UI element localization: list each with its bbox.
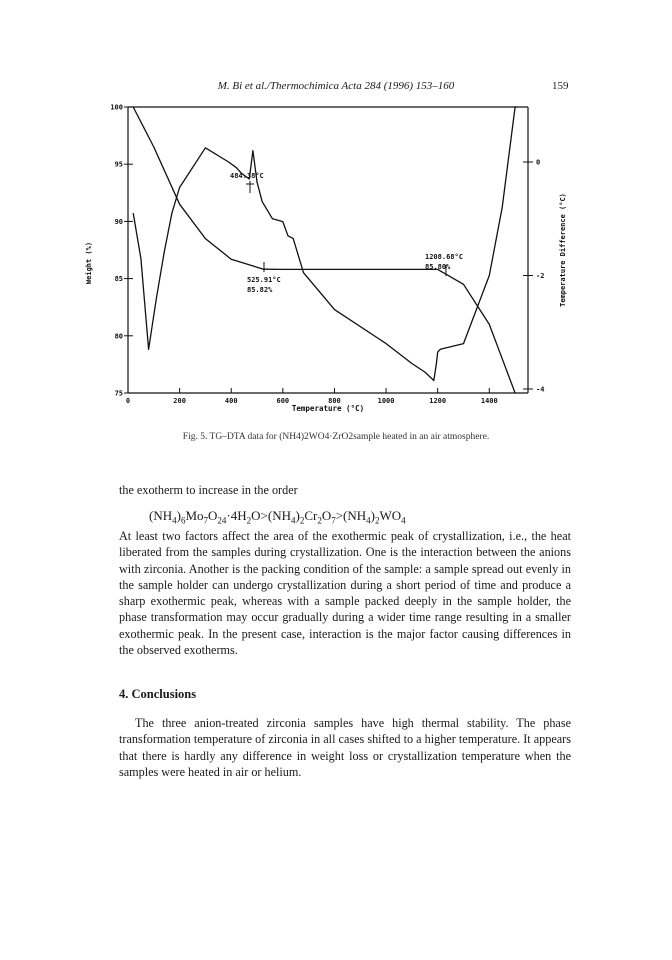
y2-tick-label-2: -4 bbox=[536, 385, 545, 394]
running-title: M. Bi et al./Thermochimica Acta 284 (1996) 153–160 bbox=[217, 80, 455, 92]
tg-curve bbox=[133, 107, 515, 393]
x-tick-label-0: 200 bbox=[173, 397, 186, 405]
annotation-high-temp: 1208.68°C bbox=[425, 253, 463, 261]
order-formula bbox=[149, 508, 406, 526]
formula-w: $(NH_4)_2WO_4$ bbox=[343, 508, 406, 526]
y-tick-label-5: 75 bbox=[114, 389, 123, 398]
formula-sep-1: > bbox=[260, 508, 268, 523]
x-tick-label-6: 1400 bbox=[480, 397, 498, 405]
y-tick-label-2: 90 bbox=[114, 217, 123, 226]
section-heading: 4. Conclusions bbox=[119, 687, 197, 701]
plot-frame bbox=[128, 107, 528, 393]
formula-cr: $(NH_4)_2Cr_2O_7$ bbox=[267, 508, 336, 526]
y-tick-label-0: 100 bbox=[110, 103, 123, 112]
y2-tick-label-0: 0 bbox=[536, 158, 541, 167]
tick-labels bbox=[110, 104, 544, 406]
y-tick-label-3: 85 bbox=[114, 275, 123, 284]
annotation-peak-label: 484.38°C bbox=[230, 172, 264, 180]
figure-caption: Fig. 5. TG–DTA data for (NH4)2WO4·ZrO2sample heated in an air atmosphere. bbox=[182, 432, 490, 442]
annotation-tg-temp: 525.91°C bbox=[247, 276, 281, 284]
body-intro-line: the exotherm to increase in the order bbox=[119, 483, 298, 497]
formula-mo: $(NH_4)_6Mo_7O_{24}\cdot 4H_2O$ bbox=[149, 508, 261, 526]
tg-dta-chart bbox=[0, 90, 672, 422]
x-tick-label-5: 1200 bbox=[429, 397, 447, 405]
x-tick-label-0-edge: 0 bbox=[125, 397, 131, 405]
x-tick-label-3: 800 bbox=[328, 397, 341, 405]
tick-marks bbox=[124, 107, 533, 393]
y2-tick-label-1: -2 bbox=[536, 272, 545, 280]
y2-axis-label: Temperature Difference (°C) bbox=[559, 193, 567, 307]
x-tick-label-1: 400 bbox=[224, 397, 238, 405]
paragraph-packing: At least two factors affect the area of the exothermic peak of crystallization, i.e., the heat liberated from the samples during crystallization. One is the interaction between the anions with zirconia. Another is the packing condition of the sample: a sample spread out evenly in the sample holder can undergo crystallization during a short period of time and produce a sharp exothermic peak, whereas with a sample packed deeply in the sample holder, the phase transformation may occur gradually during a wider time range resulting in a smaller exothermic peak. In the present case, interaction is the major factor causing differences in the observed exotherms. bbox=[119, 529, 571, 658]
dta-curve bbox=[133, 107, 518, 381]
series-group bbox=[133, 107, 518, 393]
annotation-tg bbox=[247, 262, 281, 294]
y-tick-label-1: 95 bbox=[114, 160, 123, 169]
x-tick-label-2: 600 bbox=[276, 397, 290, 405]
paragraph-conclusions: The three anion-treated zirconia samples have high thermal stability. The phase transformation temperature of zirconia in all cases shifted to a higher temperature. It appears that there is hardly any difference in weight loss or crystallization temperature when the samples were heated in air or helium. bbox=[119, 716, 571, 779]
page-number: 159 bbox=[552, 80, 569, 92]
annotation-high-weight: 85.80% bbox=[425, 263, 451, 271]
y-tick-label-4: 80 bbox=[114, 332, 123, 341]
annotation-tg-weight: 85.82% bbox=[247, 286, 273, 294]
x-tick-label-4: 1000 bbox=[377, 397, 395, 405]
x-axis-label: Temperature (°C) bbox=[291, 404, 365, 413]
formula-sep-2: > bbox=[335, 508, 344, 523]
y-axis-label: Weight (%) bbox=[85, 241, 93, 285]
